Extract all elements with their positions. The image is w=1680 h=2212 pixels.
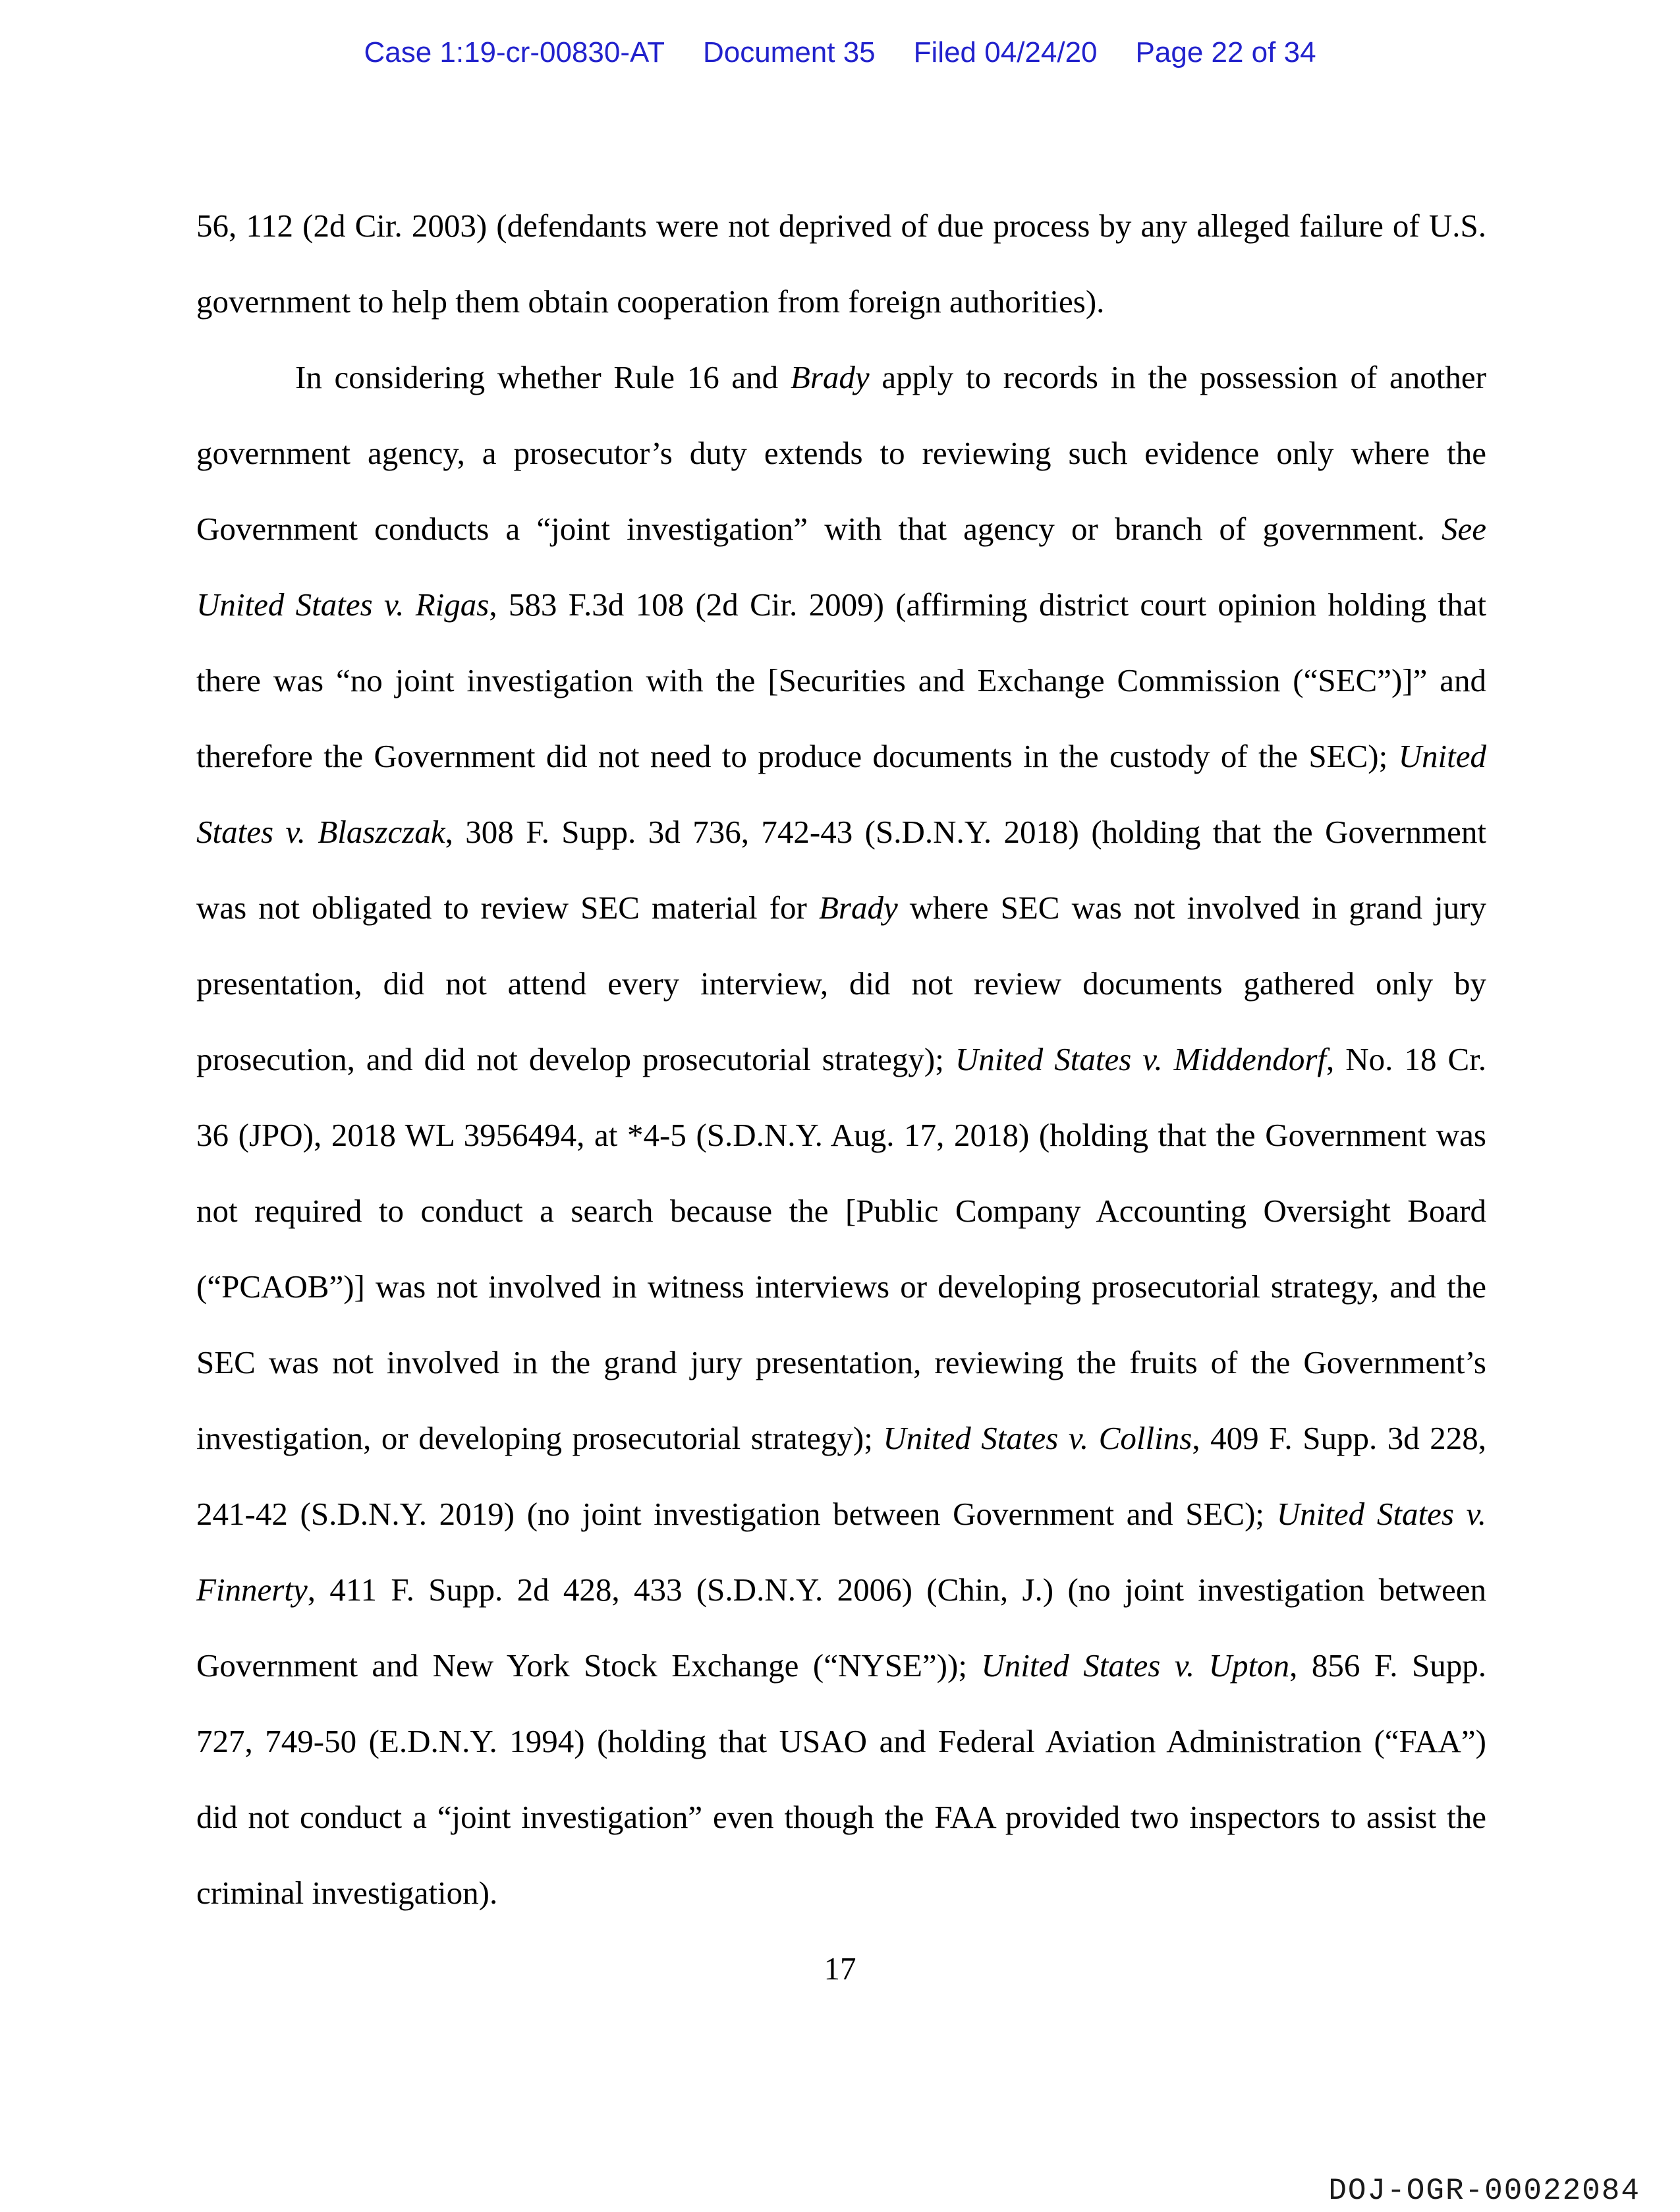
italic-citation-segment: United States v. Rigas [196, 586, 490, 623]
italic-citation-segment: United States v. Collins [883, 1420, 1192, 1456]
text-segment: where SEC was not involved in grand jury [897, 890, 1486, 926]
body-line [196, 1628, 1486, 1703]
bates-number: DOJ-OGR-00022084 [1328, 2174, 1640, 2208]
text-segment: prosecution, and did not develop prosecutorial strategy); [196, 1041, 955, 1077]
header-case-number: Case 1:19-cr-00830-AT [364, 36, 665, 69]
italic-citation-segment: Finnerty [196, 1572, 308, 1608]
body-line [196, 567, 1486, 642]
body-line [196, 1173, 1486, 1249]
text-segment: 241-42 (S.D.N.Y. 2019) (no joint investigation between Government and SEC); [196, 1496, 1277, 1532]
text-segment: , 411 F. Supp. 2d 428, 433 (S.D.N.Y. 2006) (Chin, J.) (no joint investigation between [307, 1572, 1486, 1608]
text-segment: therefore the Government did not need to produce documents in the custody of the SEC); [196, 738, 1399, 774]
body-line [196, 1779, 1486, 1855]
italic-citation-segment: United States v. Middendorf [955, 1041, 1327, 1077]
text-segment: there was “no joint investigation with the [Securities and Exchange Commission (“SEC”)]” and [196, 662, 1486, 698]
text-segment: criminal investigation). [196, 1875, 498, 1911]
text-segment: Government conducts a “joint investigation” with that agency or branch of government. [196, 511, 1442, 547]
body-line [196, 1703, 1486, 1779]
body-lines [196, 188, 1486, 1931]
italic-citation-segment: See [1442, 511, 1486, 547]
body-line [196, 718, 1486, 794]
italic-citation-segment: United [1398, 738, 1486, 774]
body-line [196, 870, 1486, 946]
text-segment: presentation, did not attend every interview, did not review documents gathered only by [196, 965, 1486, 1002]
body-line [196, 491, 1486, 567]
body-line [196, 1324, 1486, 1400]
body-line [196, 1249, 1486, 1324]
text-segment: 727, 749-50 (E.D.N.Y. 1994) (holding that USAO and Federal Aviation Administration (“FAA”) [196, 1723, 1486, 1759]
text-segment: 56, 112 (2d Cir. 2003) (defendants were not deprived of due process by any alleged failure of U.S. [196, 208, 1486, 244]
text-segment: 36 (JPO), 2018 WL 3956494, at *4-5 (S.D.N.Y. Aug. 17, 2018) (holding that the Government was [196, 1117, 1486, 1153]
italic-citation-segment: United States v. Upton [981, 1647, 1290, 1684]
body-line [196, 1097, 1486, 1173]
text-segment: SEC was not involved in the grand jury presentation, reviewing the fruits of the Government’s [196, 1344, 1486, 1380]
text-segment: not required to conduct a search because the [Public Company Accounting Oversight Board [196, 1193, 1486, 1229]
body-line [196, 1021, 1486, 1097]
body-line [196, 1855, 1486, 1931]
text-segment: apply to records in the possession of another [869, 359, 1486, 395]
text-segment: , No. 18 Cr. [1326, 1041, 1486, 1077]
body-line [196, 339, 1486, 415]
body-line [196, 642, 1486, 718]
body-line [196, 1552, 1486, 1628]
body-line [196, 188, 1486, 264]
text-segment: did not conduct a “joint investigation” even though the FAA provided two inspectors to assist the [196, 1799, 1486, 1835]
text-segment: was not obligated to review SEC material for [196, 890, 819, 926]
text-segment: government to help them obtain cooperation from foreign authorities). [196, 283, 1105, 320]
body-line [196, 415, 1486, 491]
case-header-stamp [0, 36, 1680, 69]
text-segment: , 856 F. Supp. [1289, 1647, 1486, 1684]
body-line [196, 794, 1486, 870]
body-line [196, 1476, 1486, 1552]
body-line [196, 946, 1486, 1021]
header-page-of: Page 22 of 34 [1135, 36, 1316, 69]
italic-citation-segment: Brady [818, 890, 898, 926]
text-segment: , 583 F.3d 108 (2d Cir. 2009) (affirming district court opinion holding that [489, 586, 1486, 623]
header-filed-date: Filed 04/24/20 [913, 36, 1098, 69]
italic-citation-segment: States v. Blaszczak [196, 814, 445, 850]
body-line [196, 264, 1486, 339]
header-document-number: Document 35 [702, 36, 876, 69]
text-segment: Government and New York Stock Exchange (“NYSE”)); [196, 1647, 982, 1684]
page-number: 17 [824, 1950, 856, 1987]
text-segment: government agency, a prosecutor’s duty extends to reviewing such evidence only where the [196, 435, 1486, 471]
text-segment: investigation, or developing prosecutorial strategy); [196, 1420, 883, 1456]
text-segment: (“PCAOB”)] was not involved in witness interviews or developing prosecutorial strategy, and the [196, 1268, 1486, 1305]
text-segment: , 308 F. Supp. 3d 736, 742-43 (S.D.N.Y. 2018) (holding that the Government [445, 814, 1487, 850]
body-line [196, 1400, 1486, 1476]
italic-citation-segment: Brady [790, 359, 870, 395]
text-segment: , 409 F. Supp. 3d 228, [1192, 1420, 1486, 1456]
text-segment: In considering whether Rule 16 and [295, 359, 791, 395]
italic-citation-segment: United States v. [1276, 1496, 1486, 1532]
